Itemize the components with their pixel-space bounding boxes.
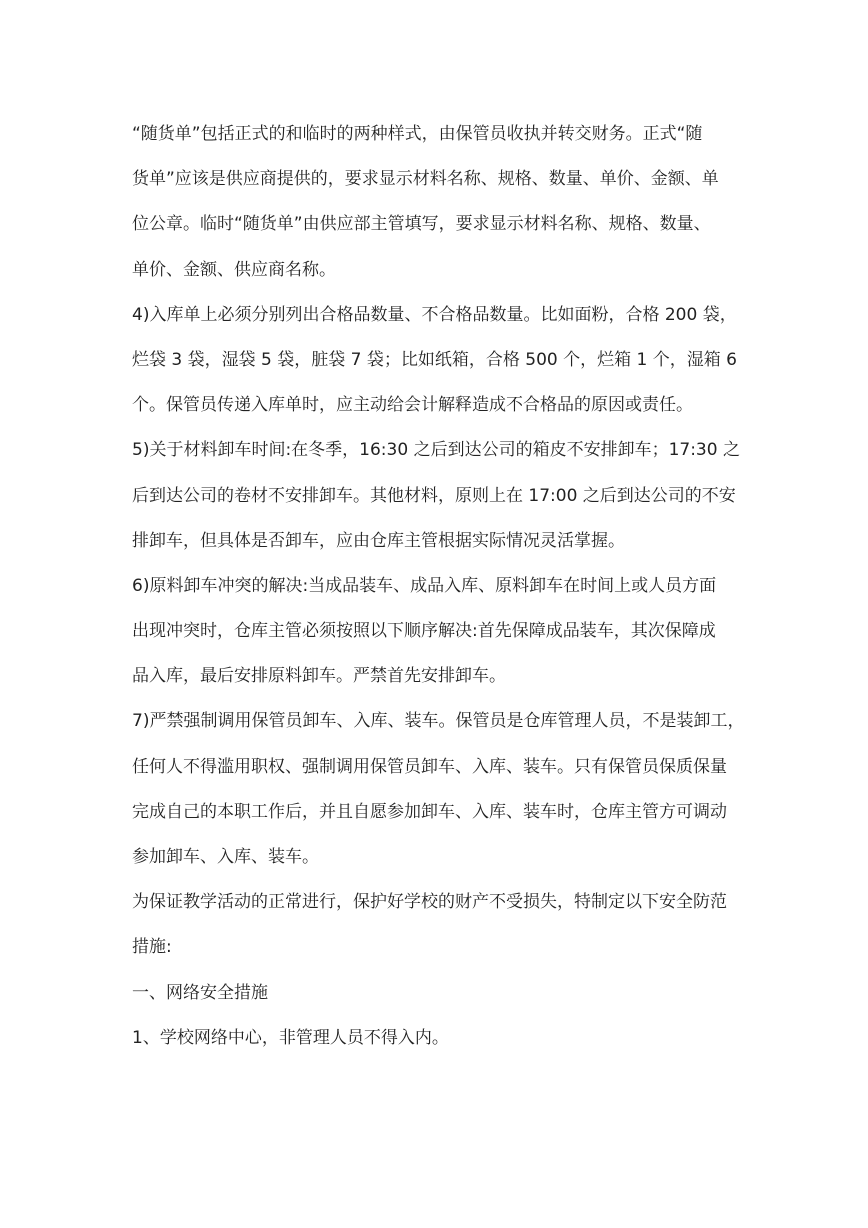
document-body <box>132 112 752 1061</box>
text-line: 货单”应该是供应商提供的，要求显示材料名称、规格、数量、单价、金额、单 <box>132 169 719 190</box>
text-line: 1、学校网络中心，非管理人员不得入内。 <box>132 1027 449 1048</box>
text-line: 位公章。临时“随货单”由供应部主管填写，要求显示材料名称、规格、数量、 <box>132 214 711 235</box>
text-line: 为保证教学活动的正常进行，保护好学校的财产不受损失，特制定以下安全防范 <box>132 892 727 913</box>
text-line: 出现冲突时，仓库主管必须按照以下顺序解决:首先保障成品装车，其次保障成 <box>132 621 716 642</box>
text-line: 任何人不得滥用职权、强制调用保管员卸车、入库、装车。只有保管员保质保量 <box>132 756 727 777</box>
text-line: “随货单”包括正式的和临时的两种样式，由保管员收执并转交财务。正式“随 <box>132 124 703 144</box>
text-line: 个。保管员传递入库单时，应主动给会计解释造成不合格品的原因或责任。 <box>132 395 693 416</box>
text-line: 参加卸车、入库、装车。 <box>132 847 319 867</box>
text-line: 烂袋 3 袋，湿袋 5 袋，脏袋 7 袋；比如纸箱，合格 500 个，烂箱 1 个，湿箱 6 <box>132 349 737 370</box>
text-line: 排卸车，但具体是否卸车，应由仓库主管根据实际情况灵活掌握。 <box>132 530 625 551</box>
text-line: 后到达公司的卷材不安排卸车。其他材料，原则上在 17:00 之后到达公司的不安 <box>132 485 736 506</box>
section-heading: 一、网络安全措施 <box>132 982 268 1003</box>
text-line: 单价、金额、供应商名称。 <box>132 259 336 280</box>
text-line: 6)原料卸车冲突的解决:当成品装车、成品入库、原料卸车在时间上或人员方面 <box>132 575 717 596</box>
text-line: 5)关于材料卸车时间:在冬季，16:30 之后到达公司的箱皮不安排卸车；17:30 之 <box>132 440 740 461</box>
text-line: 7)严禁强制调用保管员卸车、入库、装车。保管员是仓库管理人员，不是装卸工， <box>132 711 745 732</box>
text-line: 4)入库单上必须分别列出合格品数量、不合格品数量。比如面粉，合格 200 袋， <box>132 304 737 325</box>
text-line: 品入库，最后安排原料卸车。严禁首先安排卸车。 <box>132 666 506 687</box>
text-line: 措施: <box>132 937 172 958</box>
text-line: 完成自己的本职工作后，并且自愿参加卸车、入库、装车时，仓库主管方可调动 <box>132 801 727 822</box>
